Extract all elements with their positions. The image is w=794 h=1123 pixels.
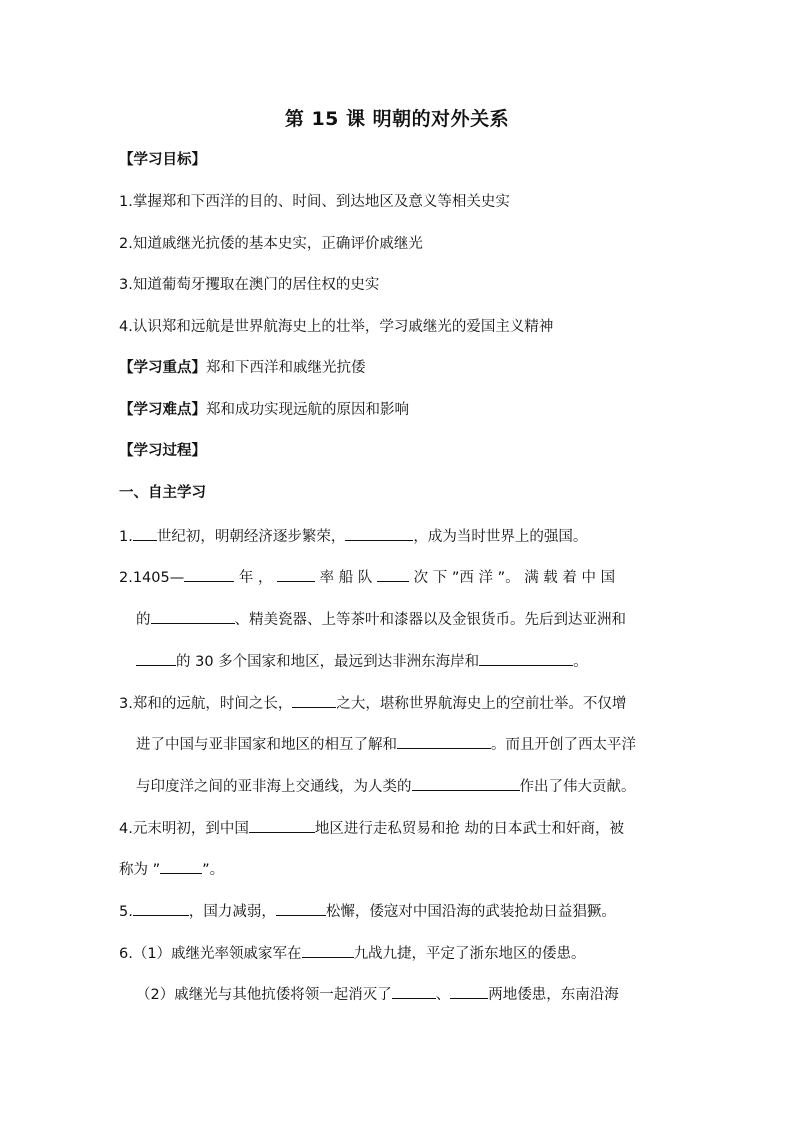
question-2-line-3 [136,650,588,672]
q3-text-c: 进了中国与亚非国家和地区的相互了解和 [136,737,397,753]
q6-blank-1 [302,942,354,958]
q5-blank-1 [133,900,189,916]
q2-text-b: 年 ， [234,570,278,586]
question-3-line-1 [119,692,626,714]
q2-blank-3 [377,566,409,582]
question-3-line-3 [136,775,636,797]
q1-text-a: 1. [119,529,133,545]
question-5 [119,900,616,922]
objective-item-3: 3.知道葡萄牙攫取在澳门的居住权的史实 [119,277,380,293]
q3-text-d: 。而且开创了西太平洋 [491,737,636,753]
q3-text-e: 与印度洋之间的亚非海上交通线，为人类的 [136,779,412,795]
objective-item-1: 1.掌握郑和下西洋的目的、时间、到达地区及意义等相关史实 [119,194,510,210]
q5-text-a: 5. [119,904,133,920]
section-heading: 一、自主学习 [119,485,206,501]
q3-blank-1 [292,692,336,708]
q4-text-a: 4.元末明初，到中国 [119,821,249,837]
objectives-heading: 【学习目标】 [119,152,206,168]
q3-text-a: 3.郑和的远航，时间之长， [119,696,293,712]
q2-text-h: 。 [573,654,588,670]
difficulties-text: 郑和成功实现远航的原因和影响 [206,402,409,418]
question-6-line-1 [119,942,586,964]
q6-text-e: 两地倭患，东南沿海 [488,987,619,1003]
q2-text-a: 2.1405— [119,570,185,586]
q6-blank-3 [450,983,488,999]
q1-text-c: ，成为当时世界上的强国。 [413,529,588,545]
q6-text-b: 九战九捷，平定了浙东地区的倭患。 [353,946,586,962]
q6-blank-2 [392,983,436,999]
q3-blank-3 [412,775,520,791]
question-1 [119,525,587,547]
q4-text-b: 地区进行走私贸易和抢 劫的日本武士和奸商，被 [314,821,624,837]
q2-text-g: 的 30 多个国家和地区，最远到达非洲东海岸和 [176,654,480,670]
q3-blank-2 [397,733,491,749]
process-heading: 【学习过程】 [119,443,206,459]
q6-text-c: （2）戚继光与其他抗倭将领一起消灭了 [136,987,392,1003]
key-points-text: 郑和下西洋和戚继光抗倭 [206,360,366,376]
q4-blank-1 [249,817,315,833]
q2-text-e: 的 [136,612,151,628]
key-points [119,358,366,378]
q2-text-f: 、精美瓷器、上等茶叶和漆器以及金银货币。先后到达亚洲和 [234,612,626,628]
q2-text-c: 率 船 队 [315,570,378,586]
objective-item-2: 2.知道戚继光抗倭的基本史实，正确评价戚继光 [119,236,423,252]
question-4-line-1 [119,817,624,839]
q5-blank-2 [276,900,326,916]
question-2-line-2 [136,608,626,630]
question-2-line-1 [119,566,615,588]
objective-item-4: 4.认识郑和远航是世界航海史上的壮举，学习戚继光的爱国主义精神 [119,319,554,335]
q2-text-d: 次 下 ”西 洋 ”。 满 载 着 中 国 [409,570,616,586]
q2-blank-2 [277,566,315,582]
q2-blank-5 [136,650,176,666]
q2-blank-1 [184,566,234,582]
question-6-line-2 [136,983,619,1005]
q4-text-d: ”。 [202,862,225,878]
question-3-line-2 [136,733,636,755]
q4-blank-2 [160,858,202,874]
key-points-label: 【学习重点】 [119,360,206,376]
q1-text-b: 世纪初，明朝经济逐步繁荣， [156,529,346,545]
q3-text-f: 作出了伟大贡献。 [519,779,636,795]
difficulties-label: 【学习难点】 [119,402,206,418]
q1-blank-2 [345,525,413,541]
q5-text-c: 松懈，倭寇对中国沿海的武装抢劫日益猖獗。 [325,904,616,920]
page-title: 第 15 课 明朝的对外关系 [284,108,510,130]
q4-text-c: 称为 ” [119,862,161,878]
q2-blank-4 [151,608,235,624]
q6-text-a: 6.（1）戚继光率领戚家军在 [119,946,302,962]
q5-text-b: ，国力减弱， [188,904,276,920]
q3-text-b: 之大，堪称世界航海史上的空前壮举。不仅增 [336,696,627,712]
question-4-line-2 [119,858,224,880]
difficulties [119,400,409,420]
q2-blank-6 [479,650,573,666]
q1-blank-1 [133,525,157,541]
q6-text-d: 、 [435,987,451,1003]
